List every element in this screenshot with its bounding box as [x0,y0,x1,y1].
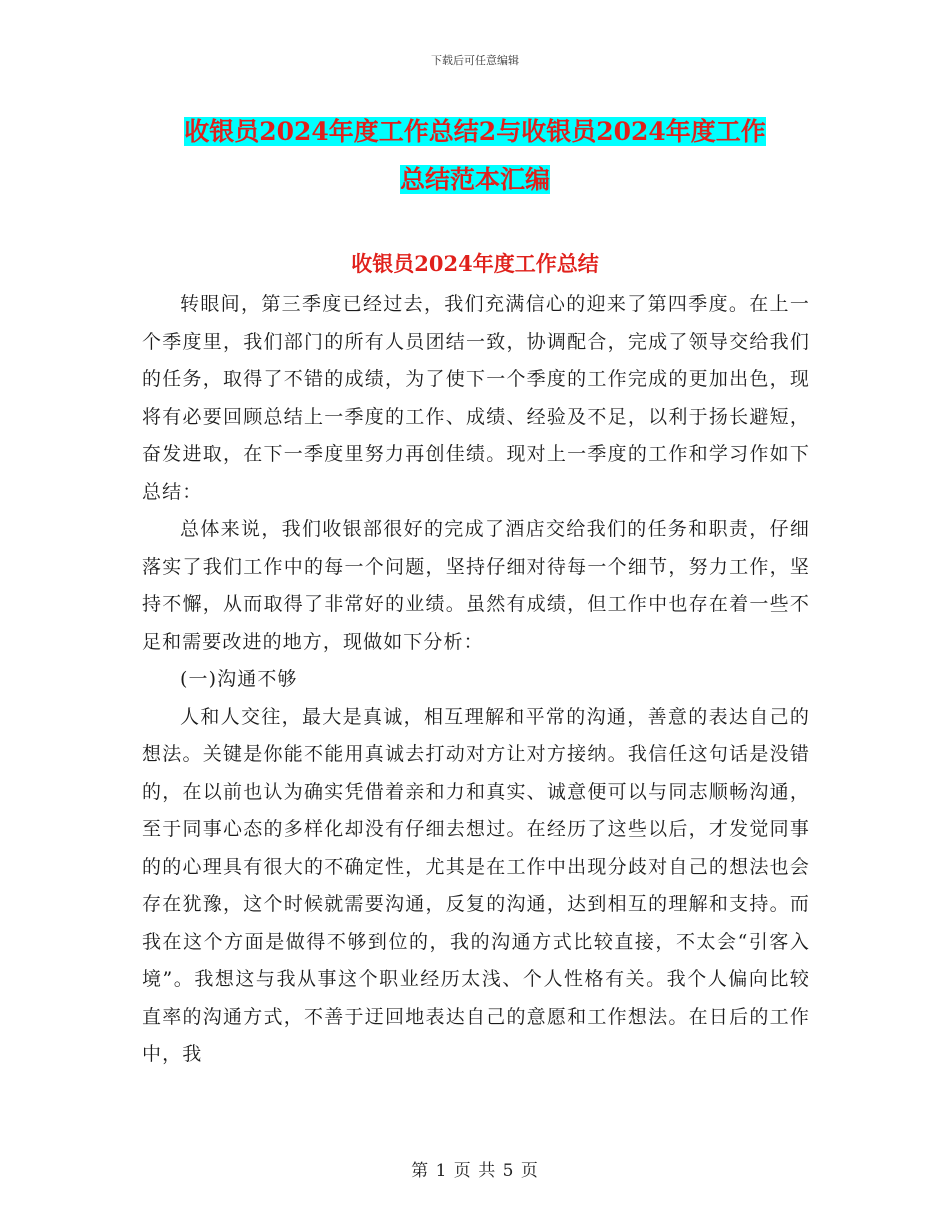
paragraph: 总体来说，我们收银部很好的完成了酒店交给我们的任务和职责，仔细落实了我们工作中的每一个问题，坚持仔细对待每一个细节，努力工作，坚持不懈，从而取得了非常好的业绩。虽然有成绩，但工作中也存在着一些不足和需要改进的地方，现做如下分析： [142,518,810,653]
page-header-note: 下载后可任意编辑 [431,54,519,67]
page-number: 第 1 页 共 5 页 [411,1161,539,1181]
section-heading: 收银员2024年度工作总结 [351,251,599,276]
document-title-line-2: 总结范本汇编 [399,165,550,194]
document-title-line-1: 收银员2024年度工作总结2与收银员2024年度工作 [184,117,766,146]
document-title [0,108,950,204]
subsection-heading: (一)沟通不够 [180,668,298,690]
paragraph: 转眼间，第三季度已经过去，我们充满信心的迎来了第四季度。在上一个季度里，我们部门的所有人员团结一致，协调配合，完成了领导交给我们的任务，取得了不错的成绩，为了使下一个季度的工作完成的更加出色，现将有必要回顾总结上一季度的工作、成绩、经验及不足，以利于扬长避短，奋发进取，在下一季度里努力再创佳绩。现对上一季度的工作和学习作如下总结： [142,293,810,503]
body-text [142,286,810,1074]
paragraph: 人和人交往，最大是真诚，相互理解和平常的沟通，善意的表达自己的想法。关键是你能不能用真诚去打动对方让对方接纳。我信任这句话是没错的，在以前也认为确实凭借着亲和力和真实、诚意便可以与同志顺畅沟通，至于同事心态的多样化却没有仔细去想过。在经历了这些以后，才发觉同事的的心理具有很大的不确定性，尤其是在工作中出现分歧对自己的想法也会存在犹豫，这个时候就需要沟通，反复的沟通，达到相互的理解和支持。而我在这个方面是做得不够到位的，我的沟通方式比较直接，不太会“引客入境”。我想这与我从事这个职业经历太浅、个人性格有关。我个人偏向比较直率的沟通方式，不善于迂回地表达自己的意愿和工作想法。在日后的工作中，我 [142,705,810,1065]
